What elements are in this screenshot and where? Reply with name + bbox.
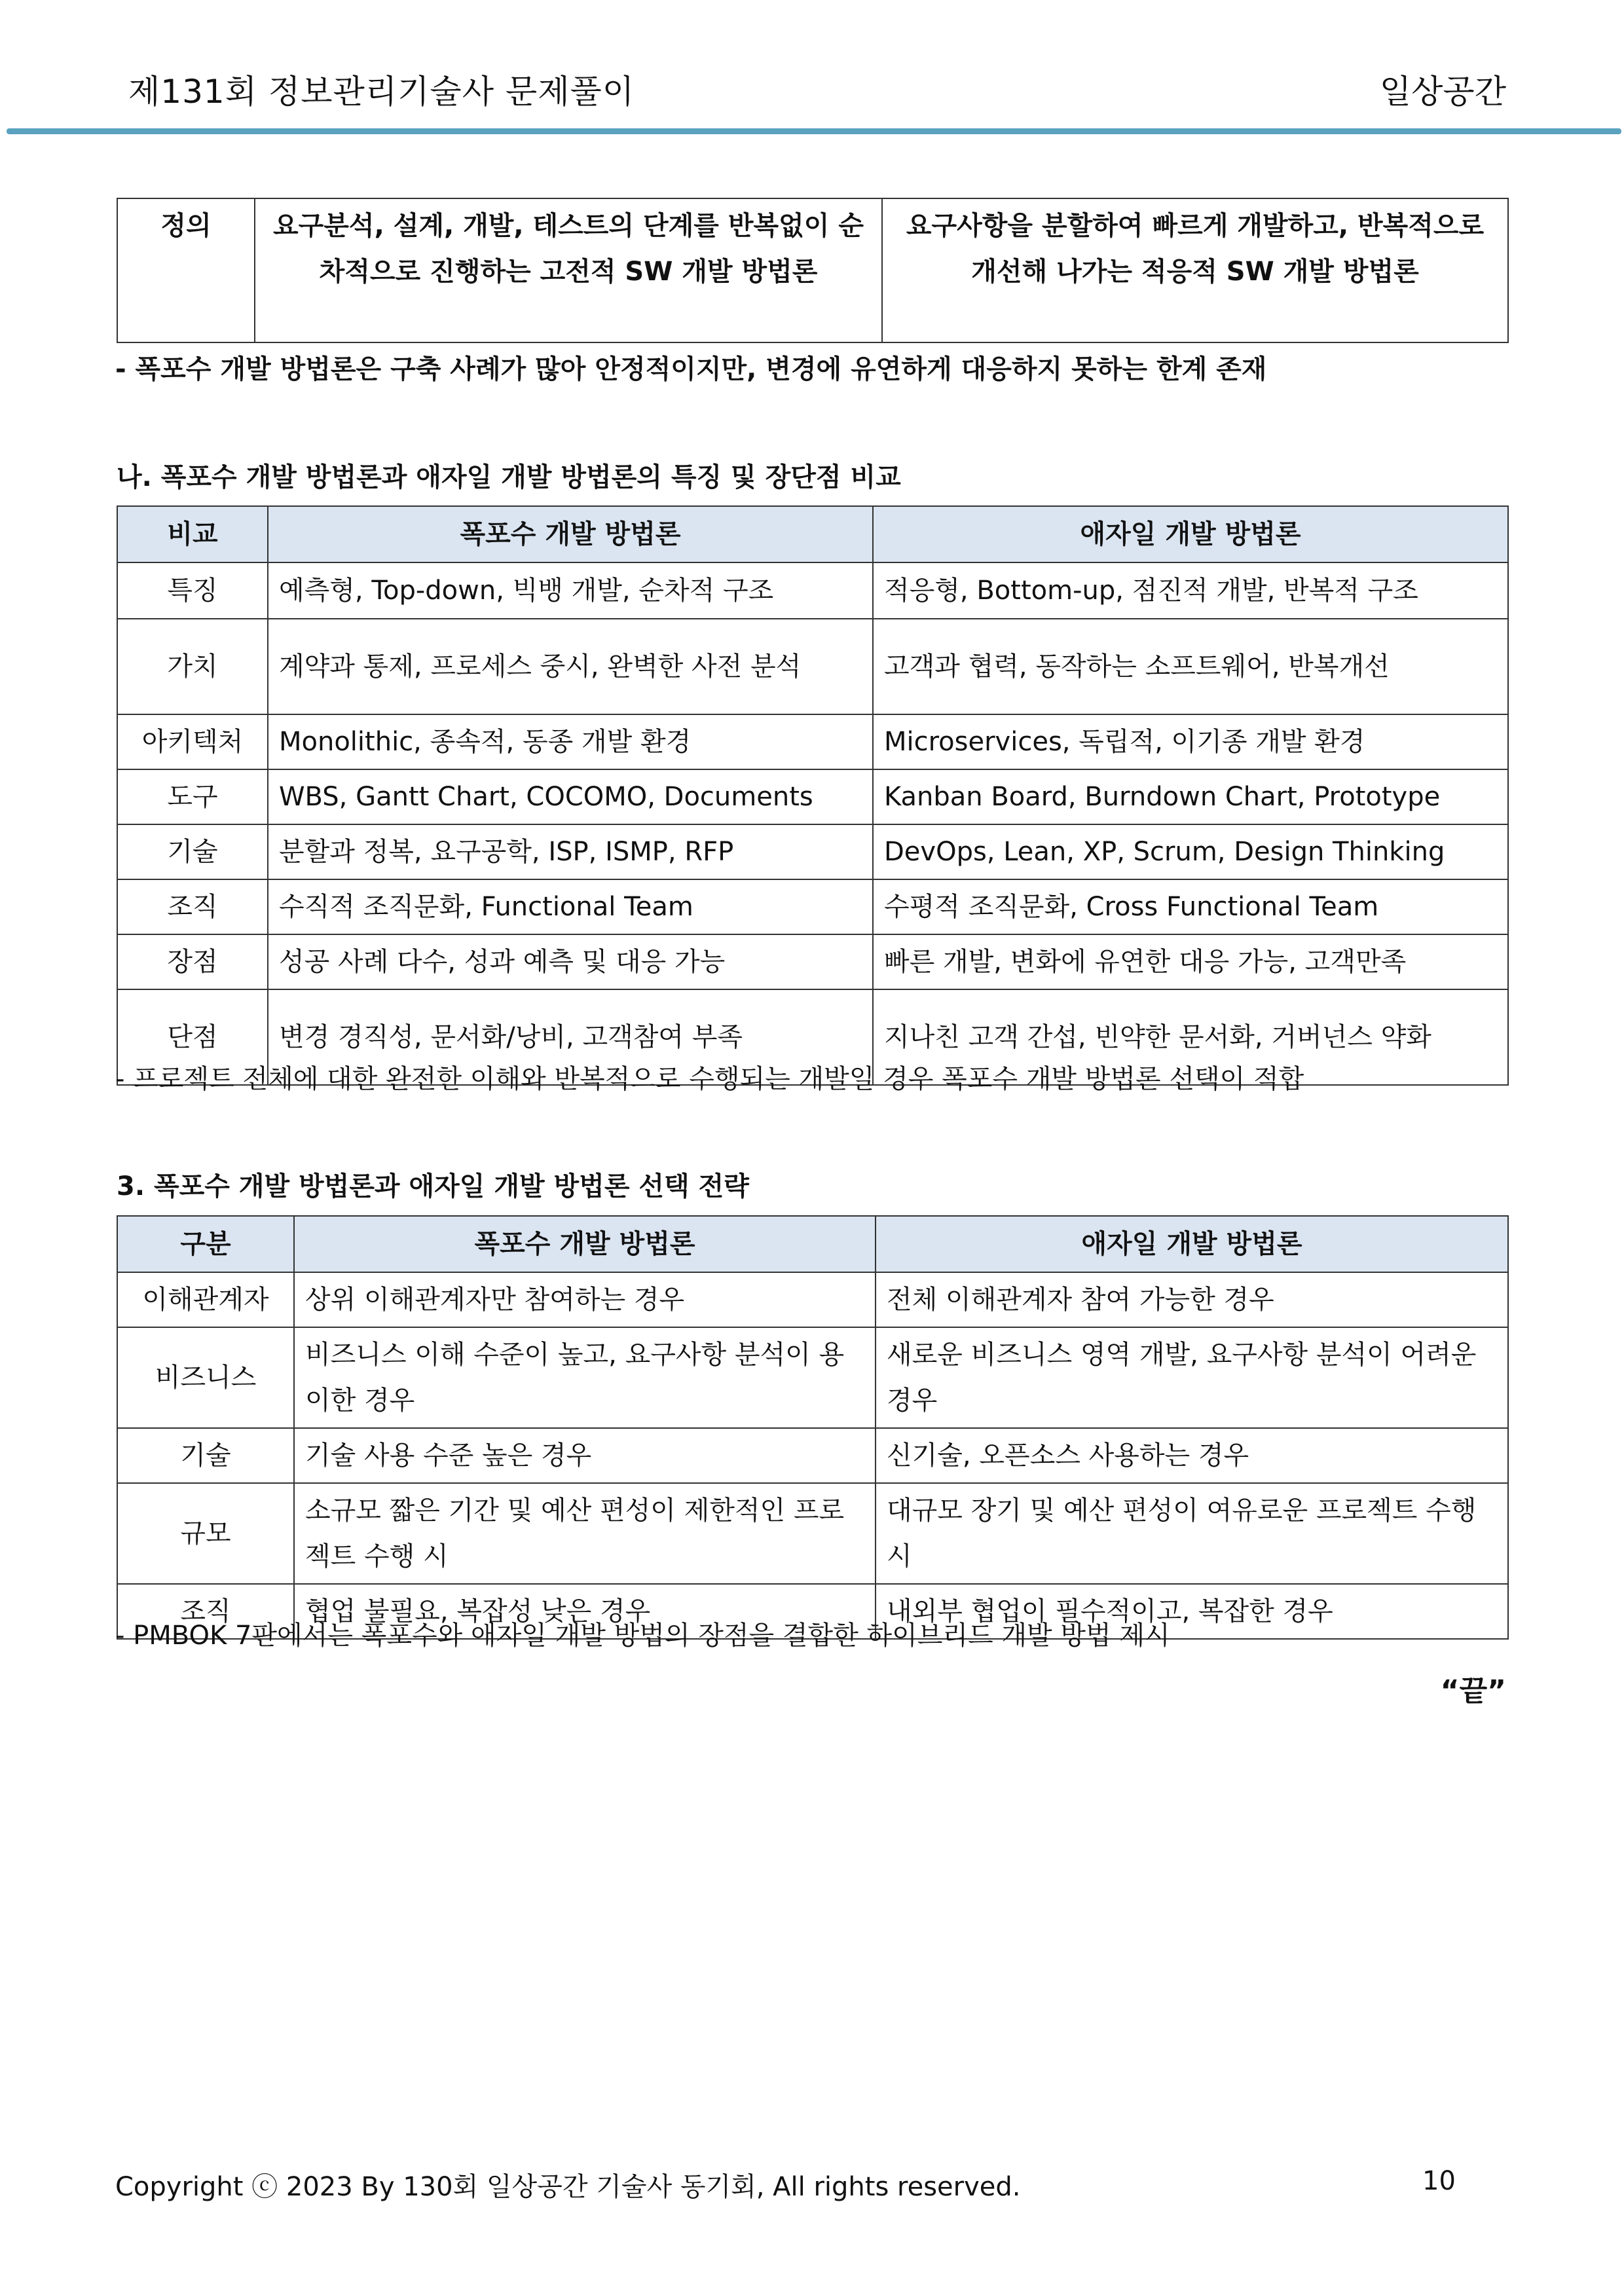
row-label: 규모 <box>117 1483 294 1584</box>
table-row <box>117 1327 1508 1428</box>
row-label: 기술 <box>117 824 268 879</box>
definition-note: - 폭포수 개발 방법론은 구축 사례가 많아 안정적이지만, 변경에 유연하게 대응하지 못하는 한계 존재 <box>115 354 1267 384</box>
section-title-strategy: 3. 폭포수 개발 방법론과 애자일 개발 방법론 선택 전략 <box>117 1171 749 1202</box>
waterfall-cell: Monolithic, 종속적, 동종 개발 환경 <box>268 714 873 769</box>
strategy-table <box>117 1215 1509 1640</box>
waterfall-cell: 예측형, Top-down, 빅뱅 개발, 순차적 구조 <box>268 562 873 619</box>
agile-cell: 대규모 장기 및 예산 편성이 여유로운 프로젝트 수행 시 <box>876 1483 1508 1584</box>
table-row <box>117 714 1508 769</box>
row-label: 아키텍처 <box>117 714 268 769</box>
row-label: 도구 <box>117 769 268 824</box>
row-label: 특징 <box>117 562 268 619</box>
section-title-comparison: 나. 폭포수 개발 방법론과 애자일 개발 방법론의 특징 및 장단점 비교 <box>117 462 901 492</box>
table-row <box>117 1272 1508 1327</box>
waterfall-cell: WBS, Gantt Chart, COCOMO, Documents <box>268 769 873 824</box>
end-mark: “끝” <box>1440 1674 1506 1708</box>
waterfall-definition: 요구분석, 설계, 개발, 테스트의 단계를 반복없이 순차적으로 진행하는 고전적 SW 개발 방법론 <box>255 198 882 342</box>
table-row <box>117 769 1508 824</box>
table-row <box>117 619 1508 714</box>
definition-label: 정의 <box>117 198 255 342</box>
table-row <box>117 824 1508 879</box>
agile-cell: 전체 이해관계자 참여 가능한 경우 <box>876 1272 1508 1327</box>
comparison-table <box>117 505 1509 1086</box>
agile-cell: 적응형, Bottom-up, 점진적 개발, 반복적 구조 <box>873 562 1508 619</box>
table-row <box>117 198 1508 342</box>
column-header: 애자일 개발 방법론 <box>873 506 1508 562</box>
waterfall-cell: 계약과 통제, 프로세스 중시, 완벽한 사전 분석 <box>268 619 873 714</box>
strategy-note: - PMBOK 7판에서는 폭포수와 애자일 개발 방법의 장점을 결합한 하이브리드 개발 방법 제시 <box>115 1621 1170 1651</box>
page-number: 10 <box>1422 2166 1456 2196</box>
table-row <box>117 934 1508 989</box>
waterfall-cell: 비즈니스 이해 수준이 높고, 요구사항 분석이 용이한 경우 <box>294 1327 876 1428</box>
agile-cell: 새로운 비즈니스 영역 개발, 요구사항 분석이 어려운 경우 <box>876 1327 1508 1428</box>
column-header: 폭포수 개발 방법론 <box>268 506 873 562</box>
brand-name: 일상공간 <box>1379 73 1506 111</box>
document-title: 제131회 정보관리기술사 문제풀이 <box>128 73 635 111</box>
table-row <box>117 1483 1508 1584</box>
table-row <box>117 1428 1508 1483</box>
definition-table <box>117 198 1509 343</box>
waterfall-cell: 협업 불필요, 복잡성 낮은 경우 <box>294 1584 876 1639</box>
table-row <box>117 562 1508 619</box>
waterfall-cell: 기술 사용 수준 높은 경우 <box>294 1428 876 1483</box>
waterfall-cell: 상위 이해관계자만 참여하는 경우 <box>294 1272 876 1327</box>
agile-cell: 빠른 개발, 변화에 유연한 대응 가능, 고객만족 <box>873 934 1508 989</box>
copyright-text: Copyright ⓒ 2023 By 130회 일상공간 기술사 동기회, All rights reserved. <box>115 2172 1021 2202</box>
row-label: 가치 <box>117 619 268 714</box>
agile-definition: 요구사항을 분할하여 빠르게 개발하고, 반복적으로 개선해 나가는 적응적 SW 개발 방법론 <box>882 198 1508 342</box>
waterfall-cell: 변경 경직성, 문서화/낭비, 고객참여 부족 <box>268 989 873 1085</box>
column-header: 폭포수 개발 방법론 <box>294 1216 876 1272</box>
column-header: 애자일 개발 방법론 <box>876 1216 1508 1272</box>
header-divider <box>7 128 1621 134</box>
agile-cell: Kanban Board, Burndown Chart, Prototype <box>873 769 1508 824</box>
column-header: 구분 <box>117 1216 294 1272</box>
agile-cell: 지나친 고객 간섭, 빈약한 문서화, 거버넌스 약화 <box>873 989 1508 1085</box>
waterfall-cell: 수직적 조직문화, Functional Team <box>268 879 873 934</box>
agile-cell: 내외부 협업이 필수적이고, 복잡한 경우 <box>876 1584 1508 1639</box>
table-row <box>117 879 1508 934</box>
waterfall-cell: 분할과 정복, 요구공학, ISP, ISMP, RFP <box>268 824 873 879</box>
row-label: 기술 <box>117 1428 294 1483</box>
row-label: 조직 <box>117 879 268 934</box>
comparison-note: - 프로젝트 전체에 대한 완전한 이해와 반복적으로 수행되는 개발일 경우 폭포수 개발 방법론 선택이 적합 <box>115 1064 1304 1094</box>
agile-cell: 고객과 협력, 동작하는 소프트웨어, 반복개선 <box>873 619 1508 714</box>
row-label: 조직 <box>117 1584 294 1639</box>
row-label: 장점 <box>117 934 268 989</box>
row-label: 비즈니스 <box>117 1327 294 1428</box>
table-header-row <box>117 506 1508 562</box>
row-label: 이해관계자 <box>117 1272 294 1327</box>
agile-cell: Microservices, 독립적, 이기종 개발 환경 <box>873 714 1508 769</box>
waterfall-cell: 소규모 짧은 기간 및 예산 편성이 제한적인 프로젝트 수행 시 <box>294 1483 876 1584</box>
agile-cell: 신기술, 오픈소스 사용하는 경우 <box>876 1428 1508 1483</box>
table-header-row <box>117 1216 1508 1272</box>
waterfall-cell: 성공 사례 다수, 성과 예측 및 대응 가능 <box>268 934 873 989</box>
row-label: 단점 <box>117 989 268 1085</box>
agile-cell: 수평적 조직문화, Cross Functional Team <box>873 879 1508 934</box>
agile-cell: DevOps, Lean, XP, Scrum, Design Thinking <box>873 824 1508 879</box>
column-header: 비교 <box>117 506 268 562</box>
